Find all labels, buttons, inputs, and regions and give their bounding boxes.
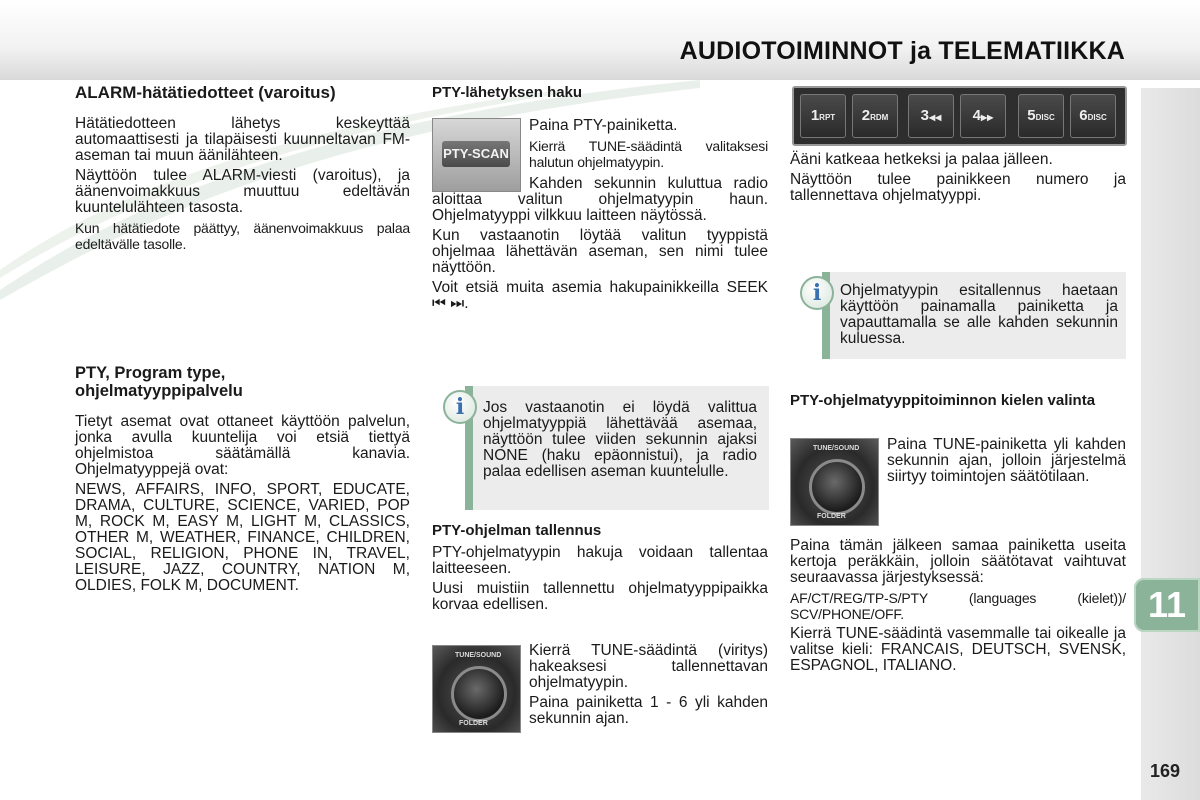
preset-button-2: 2RDM: [852, 94, 898, 138]
lang-text: [790, 538, 1126, 678]
pty-scan-label: PTY-SCAN: [442, 141, 510, 167]
tune-knob-image: [432, 645, 521, 733]
lang-paragraph-1: Paina TUNE-painiketta yli kahden sekunnin ajan, jolloin järjestelmä siirtyy toimintojen säätötilaan.: [887, 436, 1126, 485]
knob-dial: [451, 666, 507, 722]
search-paragraph-5: Voit etsiä muita asemia hakupainikkeilla SEEK ⏮ ⏭.: [432, 279, 768, 312]
alarm-paragraph-3: Kun hätätiedote päättyy, äänenvoimakkuus palaa edeltävälle tasolle.: [75, 220, 410, 252]
knob-label-bottom: FOLDER: [459, 720, 488, 727]
knob-label-bottom: FOLDER: [817, 513, 846, 520]
lang-paragraph-3: AF/CT/REG/TP-S/PTY (languages (kielet))/ SCV/PHONE/OFF.: [790, 590, 1126, 622]
alarm-section: [75, 84, 410, 102]
alarm-heading: ALARM-hätätiedotteet (varoitus): [75, 83, 336, 102]
info-icon: i: [800, 276, 834, 310]
save-section: [432, 522, 768, 539]
knob-paragraph-1: Kierrä TUNE-säädintä (viritys) hakeaksesi tallennettavan ohjelmatyypin.: [529, 642, 768, 691]
lang-section: [790, 392, 1126, 409]
info-box-preset: [812, 272, 1126, 359]
search-paragraph-2: Kierrä TUNE-säädintä valitaksesi halutun ohjelmatyypin.: [529, 138, 768, 170]
lang-heading: PTY-ohjelmatyyppitoiminnon kielen valinta: [790, 392, 1096, 409]
pty-types-list: NEWS, AFFAIRS, INFO, SPORT, EDUCATE, DRAMA, CULTURE, SCIENCE, VARIED, POP M, ROCK M, EASY M, LIGHT M, CLASSICS, OTHER M, WEATHER, FINANCE, CHILDREN, SOCIAL, RELIGION, PHONE IN, TRAVEL, LEISURE, JAZZ, COUNTRY, NATION M, OLDIES, FOLK M, DOCUMENT.: [75, 481, 410, 594]
pty-text: [75, 414, 410, 598]
preset-paragraph-1: Ääni katkeaa hetkeksi ja palaa jälleen.: [790, 151, 1053, 168]
pty-paragraph-1: Tietyt asemat ovat ottaneet käyttöön palvelun, jonka avulla kuuntelija voi etsiä tiettyä ohjelmistoa säätämällä kanavia. Ohjelmatyyppejä ovat:: [75, 413, 410, 478]
page-header-title: AUDIOTOIMINNOT ja TELEMATIIKKA: [679, 37, 1125, 65]
info-icon: i: [443, 390, 477, 424]
search-heading: PTY-lähetyksen haku: [432, 84, 583, 101]
knob-text: [529, 643, 768, 731]
lang-paragraph-2: Paina tämän jälkeen samaa painiketta useita kertoja peräkkäin, jolloin säätötavat vaihtuvat seuraavassa järjestyksessä:: [790, 537, 1126, 586]
preset-text: [790, 152, 1126, 208]
preset-button-4: 4▶▶: [960, 94, 1006, 138]
knob-label-top: TUNE/SOUND: [455, 652, 502, 659]
search-paragraph-3: Kahden sekunnin kuluttua radio aloittaa valitun ohjelmatyypin haun. Ohjelmatyyppi vilkkuu laitteen näytössä.: [432, 175, 768, 224]
preset-button-5: 5DISC: [1018, 94, 1064, 138]
alarm-paragraph-1: Hätätiedotteen lähetys keskeyttää automaattisesti ja tilapäisesti kuunneltavan FM-aseman tai muun äänilähteen.: [75, 115, 410, 164]
info-no-station-text: Jos vastaanotin ei löydä valittua ohjelmatyyppiä lähettävää asemaa, näyttöön tulee viiden sekunnin ajaksi NONE (haku epäonnistui), ja radio palaa edellisen aseman kuuntelulle.: [483, 399, 757, 480]
search-text: [432, 176, 768, 316]
knob-dial: [809, 459, 865, 515]
knob-label-top: TUNE/SOUND: [813, 445, 860, 452]
alarm-text: [75, 116, 410, 256]
lang-paragraph-4: Kierrä TUNE-säädintä vasemmalle tai oikealle ja valitse kieli: FRANCAIS, DEUTSCH, SVENSK, ESPAGNOL, ITALIANO.: [790, 625, 1126, 674]
info-box-no-station: [455, 386, 769, 510]
preset-buttons-image: [792, 86, 1127, 146]
search-text-wrap: [529, 118, 768, 174]
info-preset-text: Ohjelmatyypin esitallennus haetaan käyttöön painamalla painiketta ja vapauttamalla se alle kahden sekunnin kuluessa.: [840, 282, 1118, 347]
page-number: 169: [1150, 761, 1181, 781]
search-section: [432, 84, 768, 101]
tune-knob-image-2: [790, 438, 879, 526]
save-paragraph-2: Uusi muistiin tallennettu ohjelmatyyppipaikka korvaa edellisen.: [432, 580, 768, 613]
pty-heading: PTY, Program type, ohjelmatyyppipalvelu: [75, 364, 243, 400]
knob-paragraph-2: Paina painiketta 1 - 6 yli kahden sekunnin ajan.: [529, 694, 768, 727]
preset-paragraph-2: Näyttöön tulee painikkeen numero ja tallennettava ohjelmatyyppi.: [790, 171, 1126, 204]
pty-section: [75, 364, 335, 400]
save-text: [432, 545, 768, 617]
preset-button-3: 3◀◀: [908, 94, 954, 138]
alarm-paragraph-2: Näyttöön tulee ALARM-viesti (varoitus), ja äänenvoimakkuus muuttuu edeltävän kuuntelulähteen tasosta.: [75, 167, 410, 216]
lang-text-wrap: [887, 437, 1126, 489]
chapter-number-badge: 11: [1134, 578, 1200, 632]
preset-button-1: 1RPT: [800, 94, 846, 138]
chapter-sidebar: [1141, 88, 1200, 800]
save-heading: PTY-ohjelman tallennus: [432, 522, 602, 539]
search-paragraph-4: Kun vastaanotin löytää valitun tyyppistä ohjelmaa lähettävän aseman, sen nimi tulee näyttöön.: [432, 227, 768, 276]
save-paragraph-1: PTY-ohjelmatyypin hakuja voidaan tallentaa laitteeseen.: [432, 544, 768, 577]
preset-button-6: 6DISC: [1070, 94, 1116, 138]
search-paragraph-1: Paina PTY-painiketta.: [529, 117, 678, 134]
